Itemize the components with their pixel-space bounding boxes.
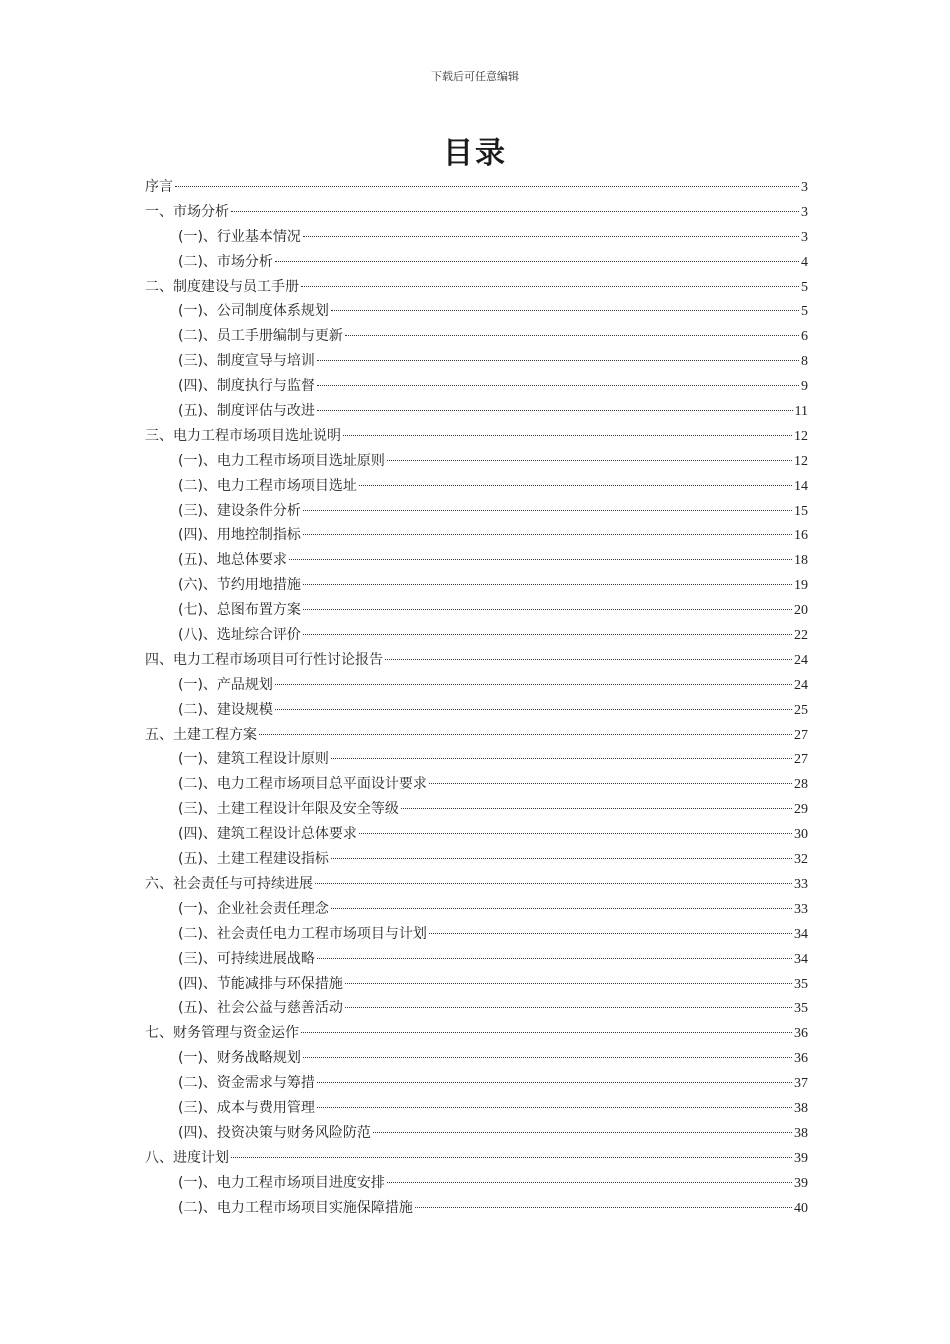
toc-entry-text: 六、社会责任与可持续进展 (145, 875, 313, 892)
toc-entry-text: (五)、地总体要求 (178, 552, 287, 569)
toc-entry-page: 29 (794, 802, 808, 818)
toc-entry[interactable] (145, 201, 808, 226)
toc-entry-text: (四)、建筑工程设计总体要求 (178, 826, 357, 843)
toc-entry-page: 38 (794, 1125, 808, 1141)
toc-entry[interactable] (145, 948, 808, 973)
toc-dot-leader (359, 832, 792, 834)
toc-dot-leader (345, 334, 799, 336)
toc-entry-page: 15 (794, 503, 808, 519)
toc-dot-leader (301, 1031, 792, 1033)
toc-entry-text: (七)、总图布置方案 (178, 602, 301, 619)
toc-entry[interactable] (145, 898, 808, 923)
toc-entry-text: (二)、市场分析 (178, 253, 273, 270)
toc-entry-text: (一)、建筑工程设计原则 (178, 751, 329, 768)
toc-dot-leader (275, 260, 799, 262)
toc-dot-leader (345, 982, 792, 984)
toc-dot-leader (231, 210, 799, 212)
toc-entry-page: 24 (794, 677, 808, 693)
toc-entry[interactable] (145, 1047, 808, 1072)
toc-entry-page: 3 (801, 204, 808, 220)
toc-dot-leader (317, 957, 792, 959)
toc-entry-page: 40 (794, 1200, 808, 1216)
toc-entry-page: 34 (794, 951, 808, 967)
toc-entry-page: 3 (801, 229, 808, 245)
toc-entry[interactable] (145, 773, 808, 798)
toc-entry-page: 27 (794, 727, 808, 743)
toc-entry[interactable] (145, 1172, 808, 1197)
toc-entry[interactable] (145, 674, 808, 699)
toc-entry-text: (四)、用地控制指标 (178, 527, 301, 544)
toc-entry-page: 25 (794, 702, 808, 718)
toc-entry[interactable] (145, 599, 808, 624)
toc-dot-leader (317, 359, 799, 361)
toc-entry-page: 32 (794, 852, 808, 868)
toc-entry[interactable] (145, 400, 808, 425)
toc-entry-page: 37 (794, 1076, 808, 1092)
toc-dot-leader (289, 558, 792, 560)
toc-entry-page: 5 (801, 304, 808, 320)
toc-entry-page: 12 (794, 428, 808, 444)
toc-entry-text: (三)、可持续进展战略 (178, 950, 315, 967)
toc-entry-page: 39 (794, 1150, 808, 1166)
toc-entry-page: 33 (794, 901, 808, 917)
toc-entry[interactable] (145, 524, 808, 549)
toc-entry-page: 5 (801, 279, 808, 295)
toc-dot-leader (275, 708, 792, 710)
toc-entry-text: 一、市场分析 (145, 203, 229, 220)
toc-entry-text: (一)、企业社会责任理念 (178, 900, 329, 917)
toc-entry-text: (五)、社会公益与慈善活动 (178, 1000, 343, 1017)
toc-entry[interactable] (145, 475, 808, 500)
toc-dot-leader (331, 757, 792, 759)
toc-dot-leader (303, 583, 792, 585)
toc-entry-text: (二)、电力工程市场项目实施保障措施 (178, 1199, 413, 1216)
toc-entry-page: 14 (794, 478, 808, 494)
toc-dot-leader (275, 683, 792, 685)
toc-dot-leader (317, 409, 793, 411)
toc-entry-text: 四、电力工程市场项目可行性讨论报告 (145, 651, 383, 668)
toc-entry[interactable] (145, 848, 808, 873)
toc-dot-leader (175, 185, 799, 187)
toc-entry-page: 8 (801, 354, 808, 370)
toc-dot-leader (345, 1006, 792, 1008)
toc-entry[interactable] (145, 1022, 808, 1047)
toc-entry-page: 33 (794, 876, 808, 892)
toc-entry-page: 16 (794, 528, 808, 544)
toc-dot-leader (231, 1156, 792, 1158)
toc-entry[interactable] (145, 1197, 808, 1222)
toc-entry-page: 38 (794, 1100, 808, 1116)
toc-entry-page: 3 (801, 180, 808, 195)
toc-dot-leader (303, 633, 792, 635)
toc-entry[interactable] (145, 226, 808, 251)
toc-dot-leader (429, 782, 792, 784)
toc-entry-text: 三、电力工程市场项目选址说明 (145, 427, 341, 444)
toc-dot-leader (359, 484, 792, 486)
toc-entry[interactable] (145, 375, 808, 400)
toc-entry-page: 6 (801, 329, 808, 345)
toc-entry-page: 12 (794, 453, 808, 469)
toc-entry[interactable] (145, 325, 808, 350)
toc-entry-text: 五、土建工程方案 (145, 726, 257, 743)
toc-dot-leader (331, 907, 792, 909)
toc-entry-page: 30 (794, 827, 808, 843)
toc-entry-page: 28 (794, 777, 808, 793)
toc-dot-leader (317, 1081, 792, 1083)
toc-entry-page: 36 (794, 1051, 808, 1067)
toc-entry[interactable] (145, 251, 808, 276)
toc-dot-leader (343, 434, 792, 436)
toc-entry-text: 七、财务管理与资金运作 (145, 1025, 299, 1042)
toc-entry[interactable] (145, 425, 808, 450)
toc-dot-leader (401, 807, 792, 809)
toc-entry-text: (一)、公司制度体系规划 (178, 303, 329, 320)
toc-entry-page: 36 (794, 1026, 808, 1042)
toc-entry-text: (四)、制度执行与监督 (178, 378, 315, 395)
toc-entry-page: 39 (794, 1175, 808, 1191)
toc-dot-leader (415, 1206, 792, 1208)
toc-entry[interactable] (145, 276, 808, 301)
toc-dot-leader (301, 285, 799, 287)
toc-entry[interactable] (145, 699, 808, 724)
toc-dot-leader (303, 1056, 792, 1058)
toc-entry-page: 20 (794, 603, 808, 619)
toc-entry-page: 4 (801, 254, 808, 270)
toc-entry[interactable] (145, 1072, 808, 1097)
toc-entry-page: 19 (794, 578, 808, 594)
toc-entry[interactable] (145, 1097, 808, 1122)
toc-entry-text: (二)、电力工程市场项目总平面设计要求 (178, 776, 427, 793)
toc-entry[interactable] (145, 1122, 808, 1147)
toc-entry-text: (一)、行业基本情况 (178, 228, 301, 245)
toc-entry-page: 35 (794, 1001, 808, 1017)
toc-entry-page: 35 (794, 976, 808, 992)
toc-entry-text: 二、制度建设与员工手册 (145, 278, 299, 295)
toc-dot-leader (387, 1181, 792, 1183)
toc-entry-text: (二)、员工手册编制与更新 (178, 328, 343, 345)
toc-dot-leader (317, 384, 799, 386)
toc-entry[interactable] (145, 724, 808, 749)
toc-entry-text: (一)、产品规划 (178, 676, 273, 693)
toc-entry-text: (六)、节约用地措施 (178, 577, 301, 594)
toc-entry-text: (四)、投资决策与财务风险防范 (178, 1124, 371, 1141)
toc-dot-leader (385, 658, 792, 660)
toc-dot-leader (373, 1131, 792, 1133)
toc-entry-page: 27 (794, 752, 808, 768)
toc-entry-text: (一)、财务战略规划 (178, 1050, 301, 1067)
toc-entry-text: (三)、土建工程设计年限及安全等级 (178, 801, 399, 818)
toc-entry-text: (一)、电力工程市场项目选址原则 (178, 452, 385, 469)
toc-entry-text: (四)、节能减排与环保措施 (178, 975, 343, 992)
toc-entry[interactable] (145, 923, 808, 948)
toc-entry-text: (二)、建设规模 (178, 701, 273, 718)
toc-dot-leader (315, 882, 792, 884)
toc-entry-text: (八)、选址综合评价 (178, 627, 301, 644)
toc-entry[interactable] (145, 873, 808, 898)
toc-entry[interactable] (145, 624, 808, 649)
toc-entry-text: (二)、电力工程市场项目选址 (178, 477, 357, 494)
toc-entry-text: (二)、资金需求与筹措 (178, 1075, 315, 1092)
toc-dot-leader (259, 733, 792, 735)
toc-entry[interactable] (145, 350, 808, 375)
toc-entry-text: (三)、成本与费用管理 (178, 1099, 315, 1116)
toc-entry[interactable] (145, 649, 808, 674)
toc-entry[interactable] (145, 823, 808, 848)
toc-entry[interactable] (145, 1147, 808, 1172)
toc-entry-text: (一)、电力工程市场项目进度安排 (178, 1174, 385, 1191)
toc-dot-leader (303, 509, 792, 511)
toc-entry[interactable] (145, 450, 808, 475)
toc-entry[interactable] (145, 500, 808, 525)
toc-dot-leader (429, 932, 792, 934)
toc-entry-page: 11 (794, 404, 808, 420)
toc-entry-page: 34 (794, 926, 808, 942)
page-title: 目录 (443, 136, 507, 171)
toc-dot-leader (303, 608, 792, 610)
toc-dot-leader (331, 857, 792, 859)
toc-dot-leader (331, 309, 799, 311)
toc-dot-leader (387, 459, 792, 461)
toc-entry[interactable] (145, 997, 808, 1022)
toc-entry-text: (三)、建设条件分析 (178, 502, 301, 519)
toc-entry[interactable] (145, 300, 808, 325)
toc-entry-page: 24 (794, 652, 808, 668)
table-of-contents (145, 176, 808, 1221)
toc-dot-leader (303, 533, 792, 535)
toc-entry[interactable] (145, 549, 808, 574)
toc-dot-leader (303, 235, 799, 237)
toc-entry-text: 八、进度计划 (145, 1149, 229, 1166)
toc-entry-page: 18 (794, 553, 808, 569)
toc-entry-text: 序言 (145, 179, 173, 195)
toc-entry-text: (二)、社会责任电力工程市场项目与计划 (178, 925, 427, 942)
toc-entry-page: 22 (794, 628, 808, 644)
header-note: 下载后可任意编辑 (431, 70, 519, 83)
toc-entry-text: (五)、制度评估与改进 (178, 403, 315, 420)
toc-entry-text: (五)、土建工程建设指标 (178, 851, 329, 868)
toc-entry-text: (三)、制度宣导与培训 (178, 353, 315, 370)
toc-entry[interactable] (145, 798, 808, 823)
toc-entry[interactable] (145, 176, 808, 201)
toc-entry[interactable] (145, 973, 808, 998)
toc-entry[interactable] (145, 748, 808, 773)
toc-dot-leader (317, 1106, 792, 1108)
toc-entry-page: 9 (801, 379, 808, 395)
toc-entry[interactable] (145, 574, 808, 599)
